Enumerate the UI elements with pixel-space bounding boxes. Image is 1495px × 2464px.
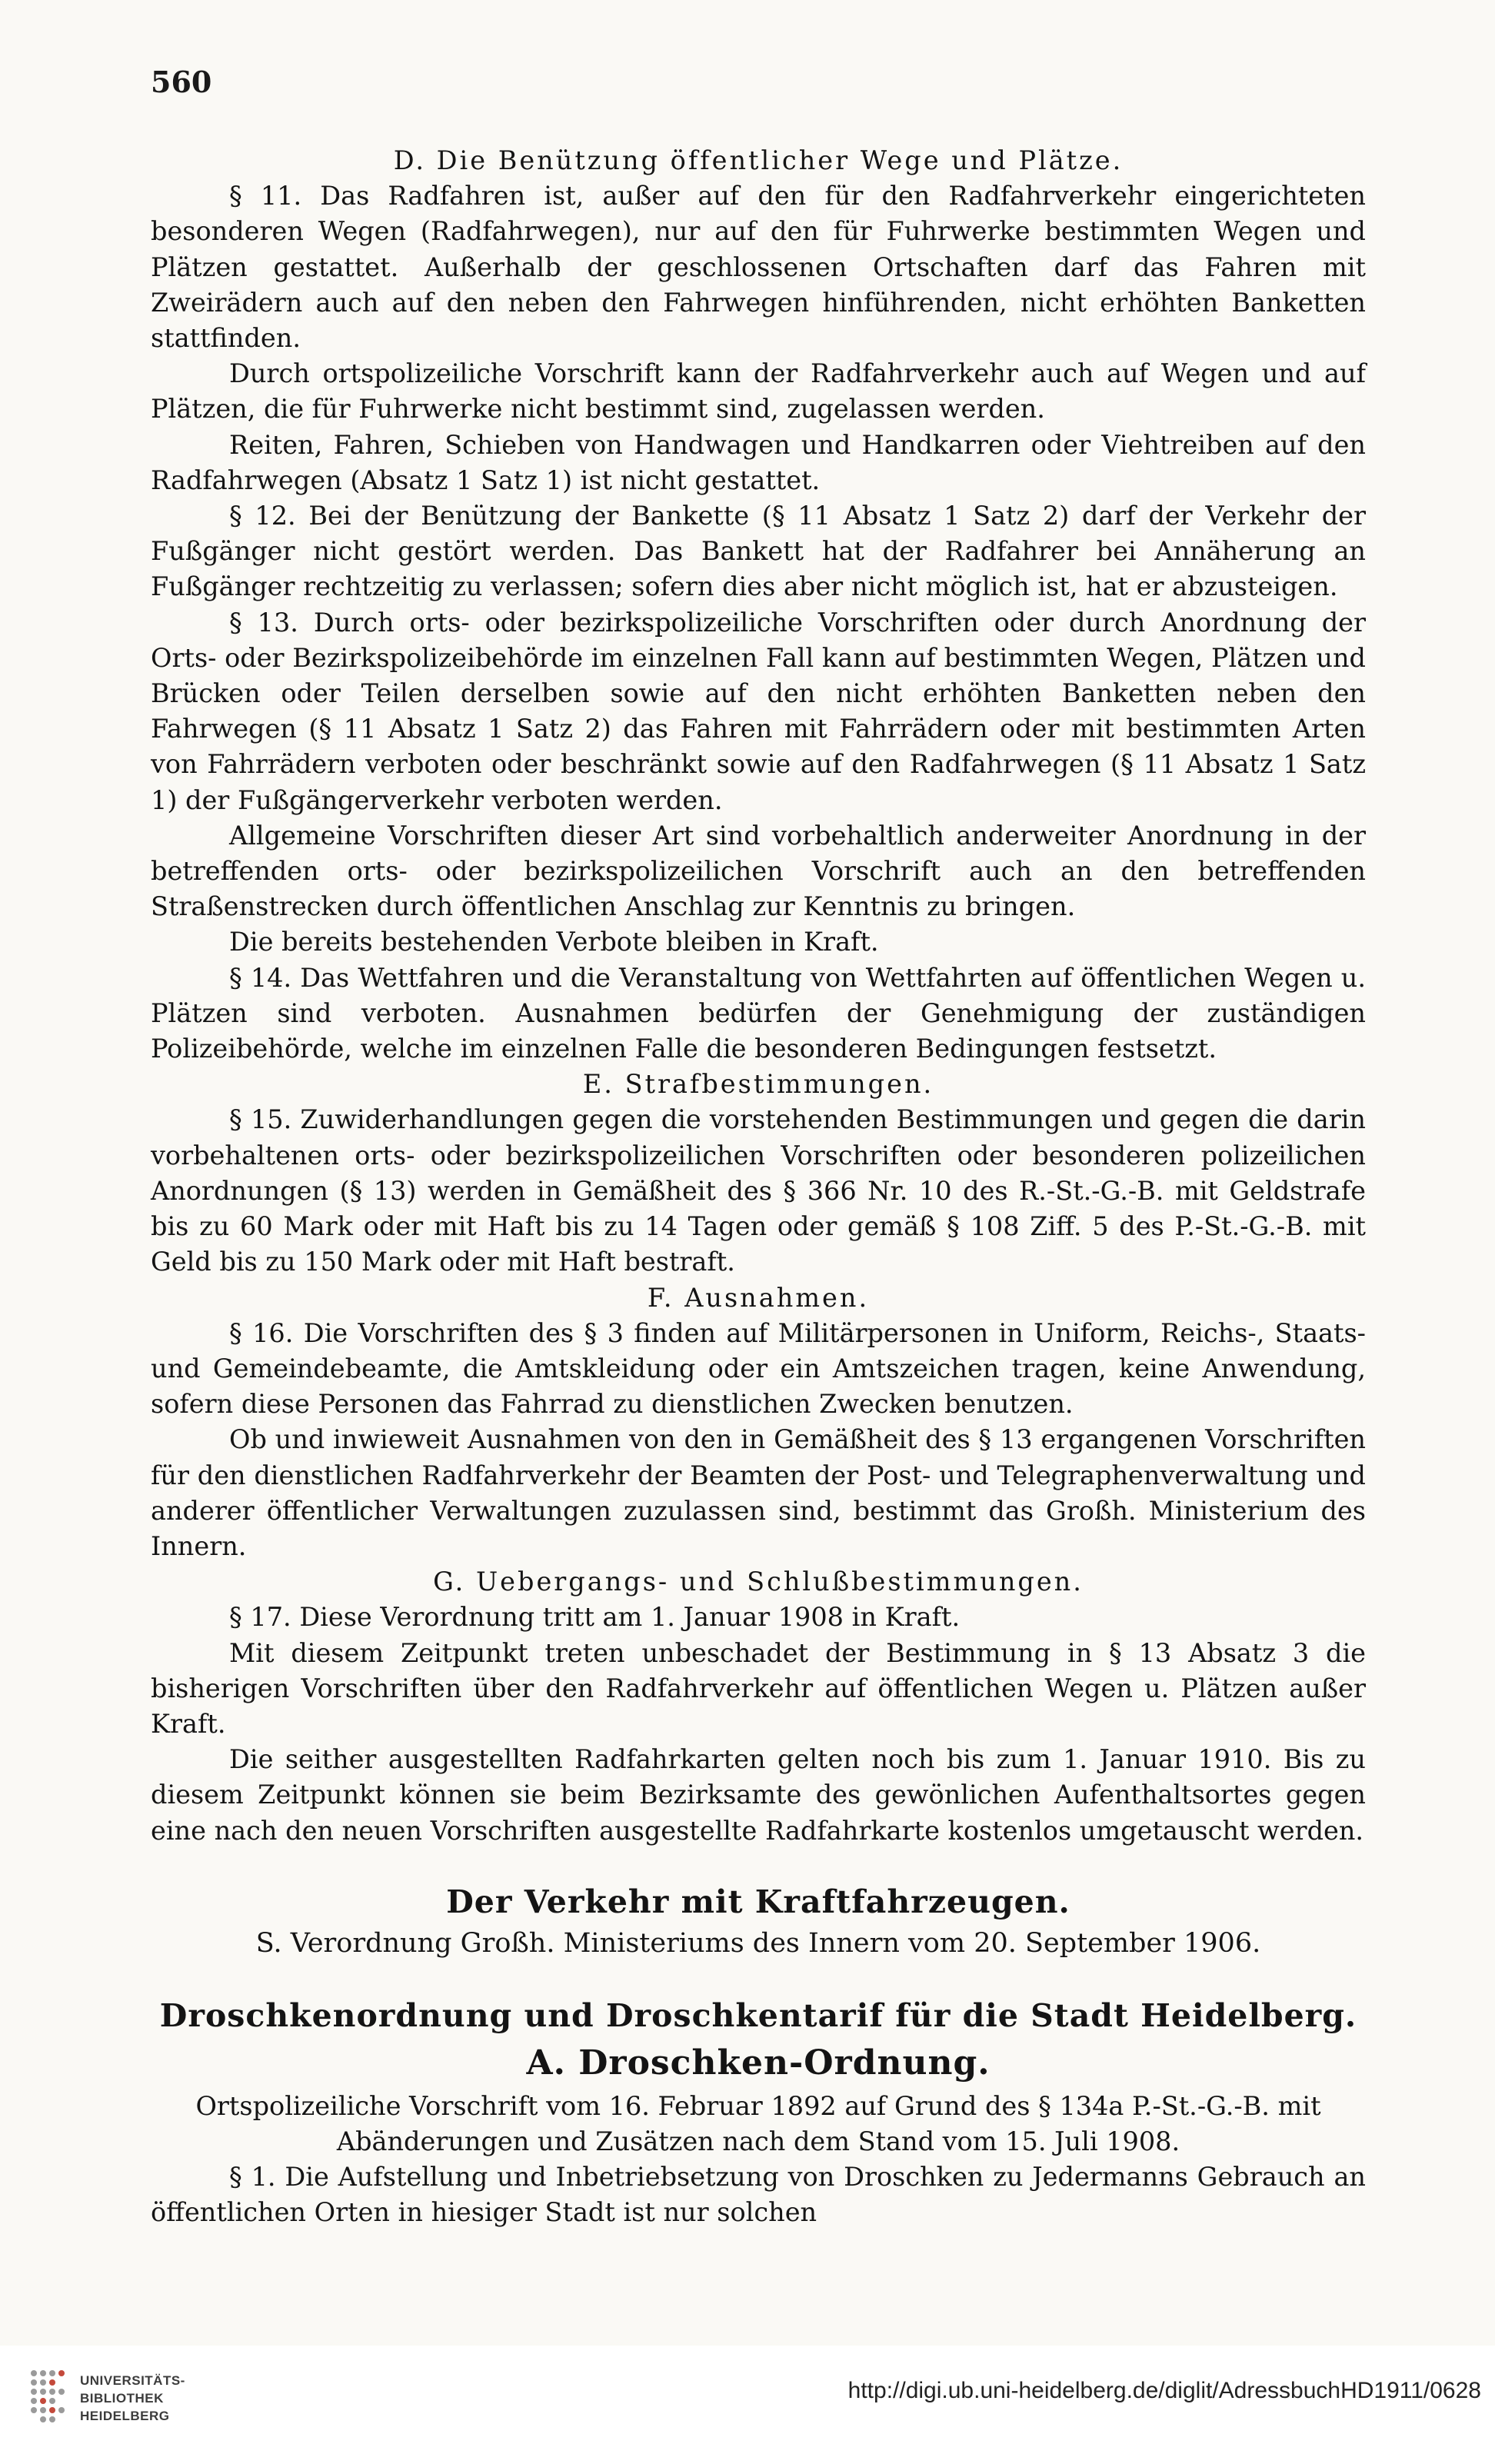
paragraph: Ob und inwieweit Ausnahmen von den in Gemäßheit des § 13 ergangenen Vorschriften für den dienstlichen Radfahrverkehr der Beamten der Post- und Telegraphenverwaltung und anderer öffentlicher Verwaltungen zuzulassen sind, bestimmt das Großh. Ministerium des Innern. xyxy=(151,1424,1366,1561)
document-title: Droschkenordnung und Droschkentarif für die Stadt Heidelberg. xyxy=(159,1996,1357,2034)
section-heading: G. Uebergangs- und Schlußbestimmungen. xyxy=(433,1567,1084,1597)
paragraph: § 15. Zuwiderhandlungen gegen die vorstehenden Bestimmungen und gegen die darin vorbehaltenen orts- oder bezirkspolizeilichen Vorschriften oder besonderen polizeilichen Anordnungen (§ 13) werden in Gemäßheit des § 366 Nr. 10 des R.-St.-G.-B. mit Geldstrafe bis zu 60 Mark oder mit Haft bis zu 14 Tagen oder gemäß § 108 Ziff. 5 des P.-St.-G.-B. mit Geld bis zu 150 Mark oder mit Haft bestraft. xyxy=(151,1104,1366,1277)
library-logo[interactable] xyxy=(26,2361,218,2446)
page-number: 560 xyxy=(151,65,212,99)
library-logo-text xyxy=(80,2372,185,2425)
paragraph: Die seither ausgestellten Radfahrkarten gelten noch bis zum 1. Januar 1910. Bis zu diesem Zeitpunkt können sie beim Bezirksamte des gewönlichen Aufenthaltsortes gegen eine nach den neuen Vorschriften ausgestellte Radfahrkarte kostenlos umgetauscht werden. xyxy=(151,1744,1366,1846)
paragraph: Durch ortspolizeiliche Vorschrift kann der Radfahrverkehr auch auf Wegen und auf Plätzen, die für Fuhrwerke nicht bestimmt sind, zugelassen werden. xyxy=(151,358,1366,425)
section-heading: D. Die Benützung öffentlicher Wege und Plätze. xyxy=(393,145,1124,175)
text-block xyxy=(151,143,1366,2231)
paragraph: § 13. Durch orts- oder bezirkspolizeiliche Vorschriften oder durch Anordnung der Orts- oder Bezirkspolizeibehörde im einzelnen Fall kann auf bestimmten Wegen, Plätzen und Brücken oder Teilen derselben sowie auf den nicht erhöhten Banketten neben den Fahrwegen (§ 11 Absatz 1 Satz 2) das Fahren mit Fahrrädern oder mit bestimmten Arten von Fahrrädern verboten oder beschränkt sowie auf den Radfahrwegen (§ 11 Absatz 1 Satz 1) der Fußgängerverkehr verboten werden. xyxy=(151,607,1366,815)
paragraph: Allgemeine Vorschriften dieser Art sind vorbehaltlich anderweiter Anordnung in der betreffenden orts- oder bezirkspolizeilichen Vorschrift auch an den betreffenden Straßenstrecken durch öffentlichen Anschlag zur Kenntnis zu bringen. xyxy=(151,820,1366,922)
paragraph: Reiten, Fahren, Schieben von Handwagen und Handkarren oder Viehtreiben auf den Radfahrwegen (Absatz 1 Satz 1) ist nicht gestattet. xyxy=(151,429,1366,495)
logo-line: BIBLIOTHEK xyxy=(80,2391,164,2406)
logo-line: HEIDELBERG xyxy=(80,2409,170,2423)
centered-paragraph: Ortspolizeiliche Vorschrift vom 16. Februar 1892 auf Grund des § 134a P.-St.-G.-B. mit Abänderungen und Zusätzen nach dem Stand vom 15. Juli 1908. xyxy=(195,2090,1321,2156)
paragraph: § 14. Das Wettfahren und die Veranstaltung von Wettfahrten auf öffentlichen Wegen u. Plätzen sind verboten. Ausnahmen bedürfen der Genehmigung der zuständigen Polizeibehörde, welche im einzelnen Falle die besonderen Bedingungen festsetzt. xyxy=(151,962,1366,1064)
paragraph: § 11. Das Radfahren ist, außer auf den für den Radfahrverkehr eingerichteten besonderen Wegen (Radfahrwegen), nur auf den für Fuhrwerke bestimmten Wegen und Plätzen gestattet. Außerhalb der geschlossenen Ortschaften darf das Fahren mit Zweirädern auch auf den neben den Fahrwegen hinführenden, nicht erhöhten Banketten stattfinden. xyxy=(151,181,1366,354)
section-heading: E. Strafbestimmungen. xyxy=(582,1069,934,1100)
paragraph: Die bereits bestehenden Verbote bleiben in Kraft. xyxy=(229,927,879,957)
document-title: Der Verkehr mit Kraftfahrzeugen. xyxy=(446,1883,1070,1920)
spacer xyxy=(151,1849,1366,1880)
footer-bar xyxy=(0,2346,1495,2464)
paragraph: § 17. Diese Verordnung tritt am 1. Januar 1908 in Kraft. xyxy=(229,1602,961,1633)
paragraph: Mit diesem Zeitpunkt treten unbeschadet der Bestimmung in § 13 Absatz 3 die bisherigen Vorschriften über den Radfahrverkehr auf öffentlichen Wegen u. Plätzen außer Kraft. xyxy=(151,1637,1366,1739)
section-heading: F. Ausnahmen. xyxy=(647,1282,870,1313)
spacer xyxy=(151,1963,1366,1993)
paragraph: § 1. Die Aufstellung und Inbetriebsetzung von Droschken zu Jedermanns Gebrauch an öffentlichen Orten in hiesiger Stadt ist nur solchen xyxy=(151,2162,1366,2228)
logo-line: UNIVERSITÄTS- xyxy=(80,2373,185,2388)
paragraph: § 16. Die Vorschriften des § 3 finden auf Militärpersonen in Uniform, Reichs-, Staats- und Gemeindebeamte, die Amtskleidung oder ein Amtszeichen tragen, keine Anwendung, sofern diese Personen das Fahrrad zu dienstlichen Zwecken benutzen. xyxy=(151,1317,1366,1420)
part-title: A. Droschken-Ordnung. xyxy=(526,2043,991,2083)
reference-line: S. Verordnung Großh. Ministeriums des Innern vom 20. September 1906. xyxy=(255,1927,1261,1959)
paragraph: § 12. Bei der Benützung der Bankette (§ 11 Absatz 1 Satz 2) darf der Verkehr der Fußgänger nicht gestört werden. Das Bankett hat der Radfahrer bei Annäherung an Fußgänger rechtzeitig zu verlassen; sofern dies aber nicht möglich ist, hat er abzusteigen. xyxy=(151,501,1366,602)
library-logo-icon xyxy=(26,2366,72,2432)
source-url-link[interactable]: http://digi.ub.uni-heidelberg.de/diglit/AdressbuchHD1911/0628 xyxy=(847,2378,1481,2403)
